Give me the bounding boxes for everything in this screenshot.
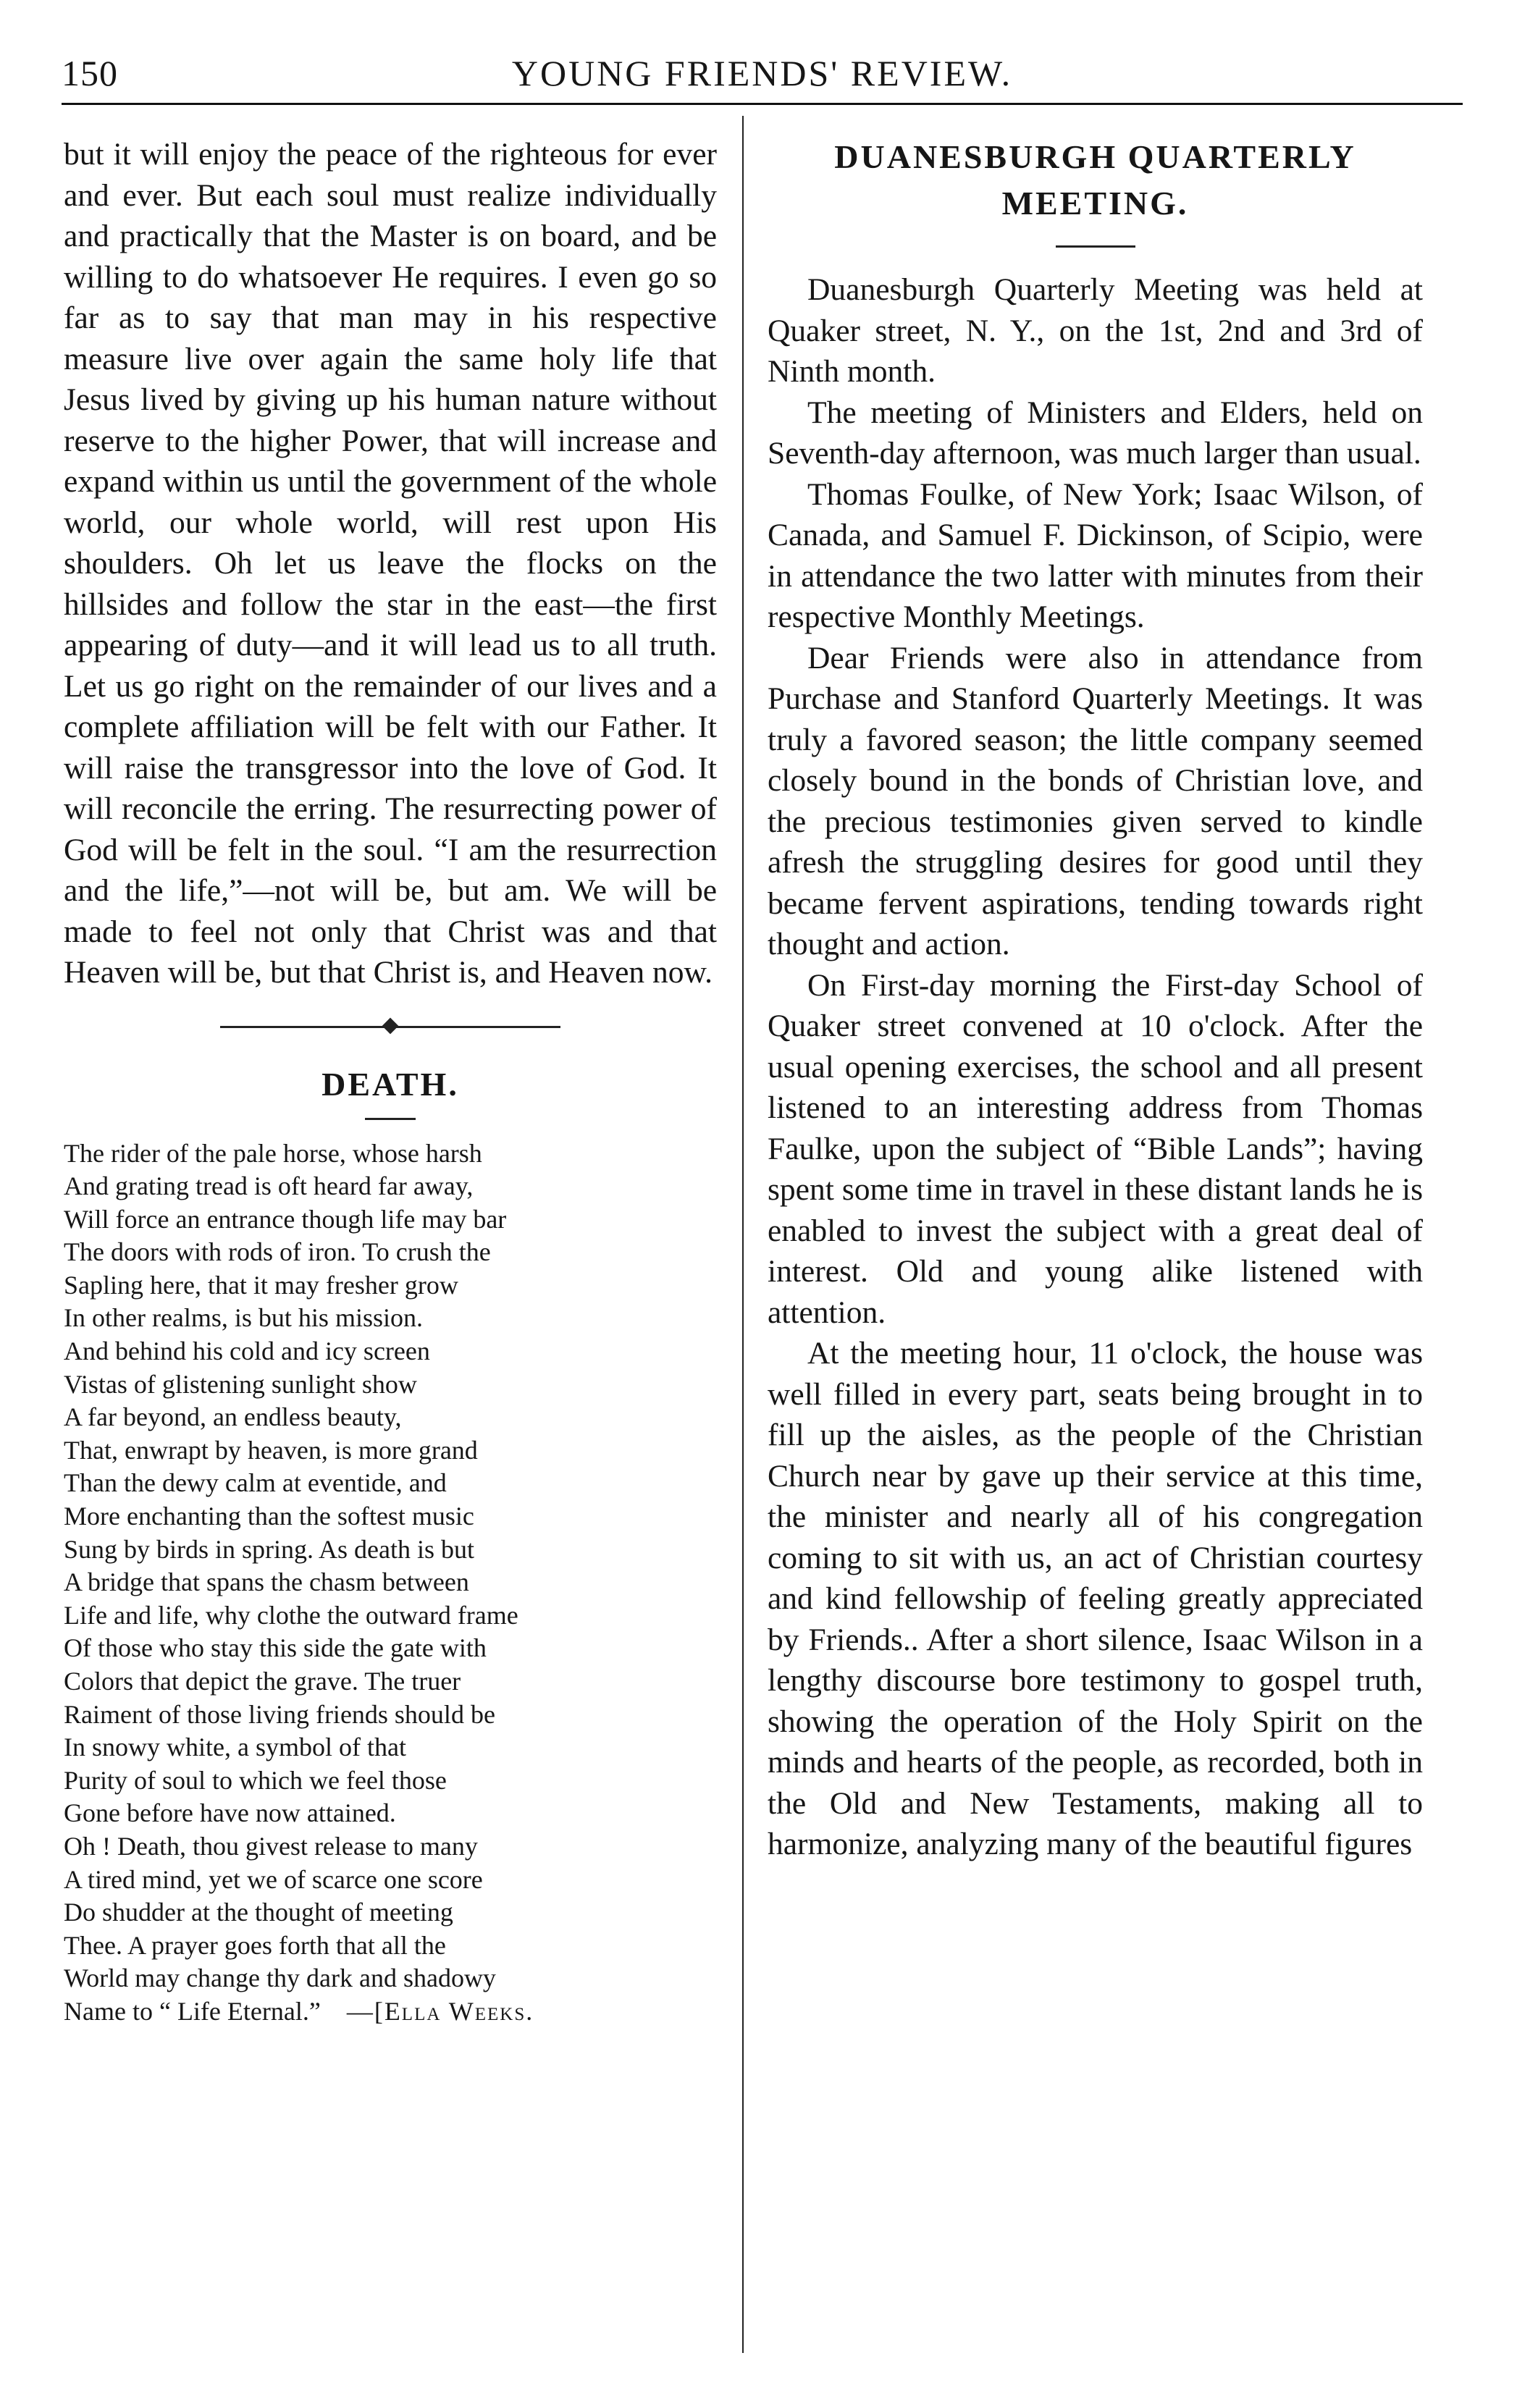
poem-line: A far beyond, an endless beauty, bbox=[64, 1402, 402, 1432]
article-paragraph: On First-day morning the First-day School of Quaker street convened at 10 o'clock. After the usual opening exercises, the school and all present listened to an interesting address from Thomas Faulke, upon the subject of “Bible Lands”; having spent some time in travel in these distant lands he is enabled to invest the subject with a great deal of interest. Old and young alike listened with attention. bbox=[768, 967, 1423, 1330]
poem-line: In other realms, is but his mission. bbox=[64, 1303, 423, 1333]
poem-line: Thee. A prayer goes forth that all the bbox=[64, 1930, 446, 1960]
poem-line: In snowy white, a symbol of that bbox=[64, 1733, 406, 1762]
poem-body bbox=[64, 1137, 717, 1995]
poem-line: And behind his cold and icy screen bbox=[64, 1336, 430, 1366]
page-number: 150 bbox=[62, 53, 118, 93]
poem-line: More enchanting than the softest music bbox=[64, 1502, 474, 1531]
poem-line: A tired mind, yet we of scarce one score bbox=[64, 1864, 483, 1894]
poem-attribution: —[Ella Weeks. bbox=[346, 1996, 534, 2026]
column-divider bbox=[742, 116, 744, 2353]
poem-line: The rider of the pale horse, whose harsh bbox=[64, 1138, 482, 1168]
poem-line: Colors that depict the grave. The truer bbox=[64, 1667, 461, 1696]
article-paragraph: Dear Friends were also in attendance from Purchase and Stanford Quarterly Meetings. It was truly a favored season; the little company seemed closely bound in the bonds of Christian love, and the precious testimonies given served to kindle afresh the struggling desires for good until they became fervent aspirations, tending towards right thought and action. bbox=[768, 640, 1423, 961]
poem-last-text: Name to “ Life Eternal.” bbox=[64, 1996, 321, 2026]
poem-line: Oh ! Death, thou givest release to many bbox=[64, 1831, 478, 1861]
poem-line: Raiment of those living friends should be bbox=[64, 1699, 495, 1729]
article-paragraph: Thomas Foulke, of New York; Isaac Wilson, of Canada, and Samuel F. Dickinson, of Scipio, were in attendance the two latter with minutes from their respective Monthly Meetings. bbox=[768, 476, 1423, 634]
poem-line: Purity of soul to which we feel those bbox=[64, 1765, 447, 1795]
poem-line: That, enwrapt by heaven, is more grand bbox=[64, 1435, 478, 1465]
poem-last-line bbox=[64, 1995, 717, 2029]
article-paragraph: Duanesburgh Quarterly Meeting was held at Quaker street, N. Y., on the 1st, 2nd and 3rd of Ninth month. bbox=[768, 272, 1423, 389]
running-head: YOUNG FRIENDS' REVIEW. bbox=[511, 53, 1013, 93]
poem-line: Do shudder at the thought of meeting bbox=[64, 1898, 453, 1927]
sermon-paragraph: but it will enjoy the peace of the righteous for ever and ever. But each soul must realize individually and practically that the Master is on board, and be willing to do whatsoever He requires. I even go so far as to say that man may in his respective measure live over again the same holy life that Jesus lived by giving up his human nature without reserve to the higher Power, that will increase and expand within us until the government of the whole world, our whole world, will rest upon His shoulders. Oh let us leave the flocks on the hillsides and follow the star in the east—the first appearing of duty—and it will lead us to all truth. Let us go right on the remainder of our lives and a complete affiliation will be felt with our Father. It will raise the transgressor into the love of God. It will reconcile the erring. The resurrecting power of God will be felt in the soul. “I am the resurrection and the life,”—not will be, but am. We will be made to feel not only that Christ was and that Heaven will be, but that Christ is, and Heaven now. bbox=[64, 137, 717, 990]
poem-line: World may change thy dark and shadowy bbox=[64, 1963, 496, 1993]
article-paragraph: The meeting of Ministers and Elders, held on Seventh-day afternoon, was much larger than usual. bbox=[768, 395, 1423, 471]
article-title-line1: DUANESBURGH QUARTERLY bbox=[834, 138, 1356, 175]
poem-line: Vistas of glistening sunlight show bbox=[64, 1369, 417, 1399]
section-ornament bbox=[220, 1018, 560, 1035]
poem-line: Will force an entrance though life may bar bbox=[64, 1204, 507, 1234]
article-paragraph: At the meeting hour, 11 o'clock, the house was well filled in every part, seats being brought in to fill up the aisles, as the people of the Christian Church near by gave up their service at this time, the minister and nearly all of his congregation coming to sit with us, an act of Christian courtesy and kind fellowship of feeling greatly appreciated by Friends.. After a short silence, Isaac Wilson in a lengthy discourse bore testimony to gospel truth, showing the operation of the Holy Spirit on the minds and hearts of the people, as recorded, both in the Old and New Testaments, making all to harmonize, analyzing many of the beautiful figures bbox=[768, 1336, 1423, 1861]
article-body bbox=[768, 269, 1423, 1865]
poem-line: Life and life, why clothe the outward frame bbox=[64, 1600, 518, 1630]
poem-line: Sapling here, that it may fresher grow bbox=[64, 1270, 458, 1300]
poem-line: Than the dewy calm at eventide, and bbox=[64, 1468, 447, 1498]
poem-line: A bridge that spans the chasm between bbox=[64, 1567, 469, 1597]
right-column bbox=[768, 134, 1423, 1865]
poem-line: And grating tread is oft heard far away, bbox=[64, 1171, 474, 1201]
poem-title: DEATH. bbox=[322, 1065, 459, 1103]
poem-line: The doors with rods of iron. To crush the bbox=[64, 1237, 491, 1267]
left-column bbox=[64, 134, 717, 2029]
article-title-line2: MEETING. bbox=[1001, 185, 1189, 222]
page-header bbox=[62, 52, 1463, 103]
title-rule bbox=[1056, 245, 1135, 248]
header-rule bbox=[62, 103, 1463, 105]
poem-line: Sung by birds in spring. As death is but bbox=[64, 1534, 475, 1564]
title-rule bbox=[365, 1118, 416, 1120]
poem-line: Of those who stay this side the gate with bbox=[64, 1633, 487, 1663]
poem-line: Gone before have now attained. bbox=[64, 1798, 396, 1828]
